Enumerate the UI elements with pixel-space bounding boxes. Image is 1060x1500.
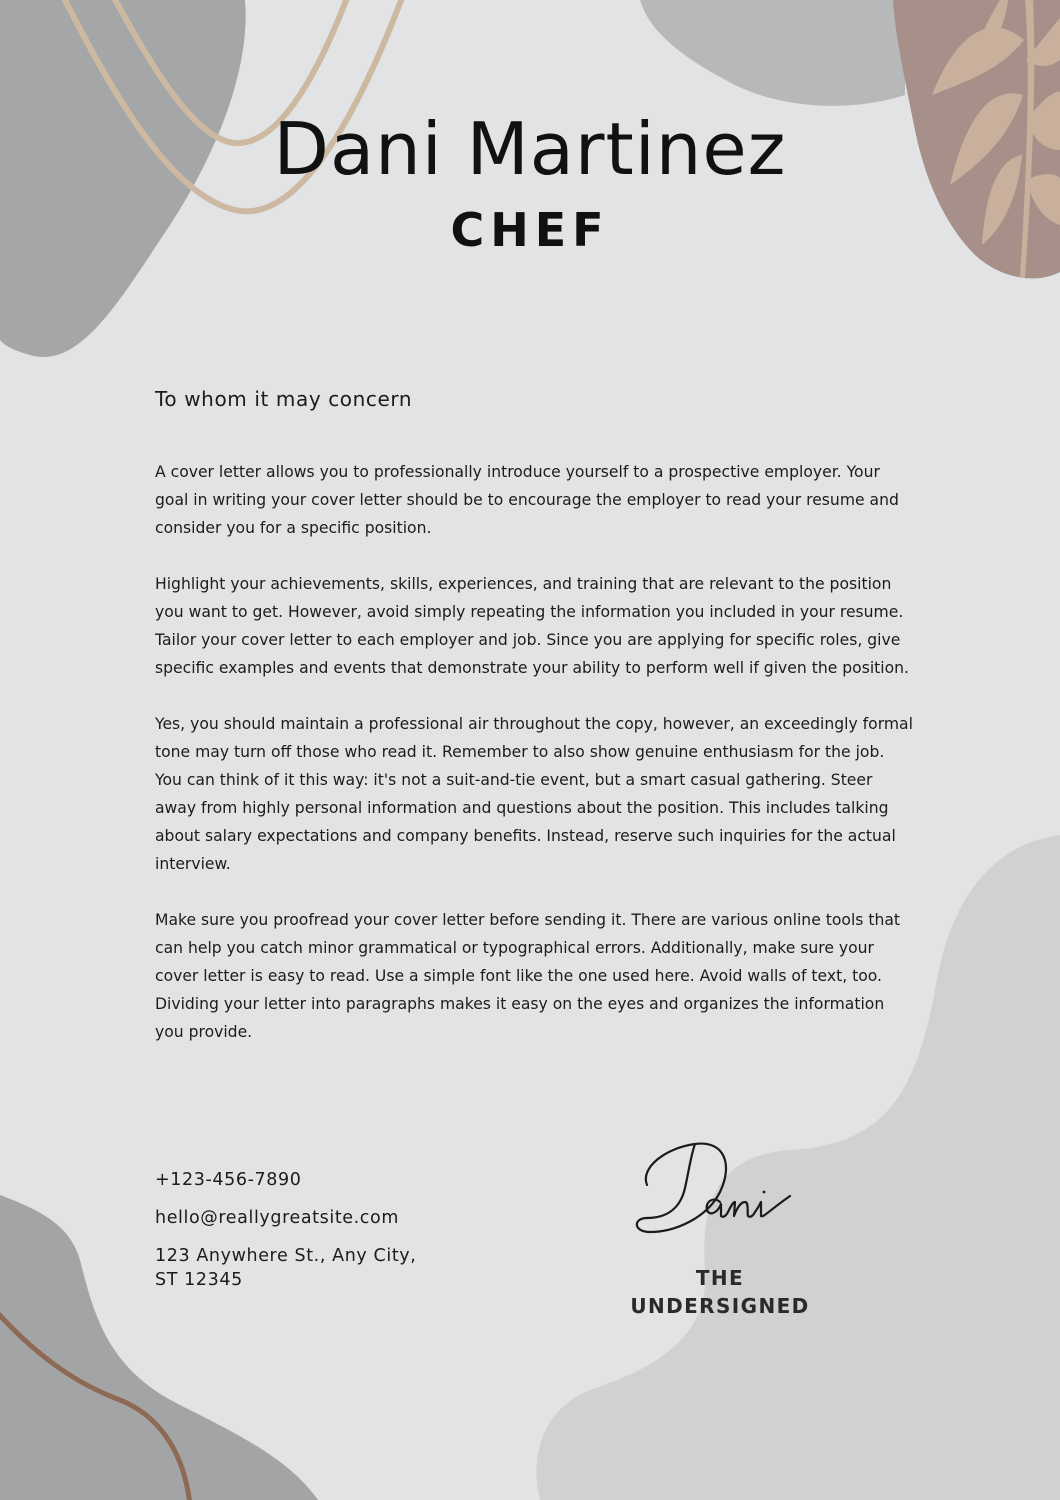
letter-paragraph-1: A cover letter allows you to professionally introduce yourself to a prospective employer. Your goal in writing your cover letter should be to encourage the employer to read your resume and consider you for a specific position. bbox=[155, 463, 899, 537]
letter-paragraph-3: Yes, you should maintain a professional air throughout the copy, however, an exceedingly formal tone may turn off those who read it. Remember to also show genuine enthusiasm for the job. You can think of it this way: it's not a suit-and-tie event, but a smart casual gathering. Steer away from highly personal information and questions about the position. This includes talking about salary expectations and company benefits. Instead, reserve such inquiries for the actual interview. bbox=[155, 715, 913, 873]
contact-address-line1: 123 Anywhere St., Any City, bbox=[155, 1246, 417, 1266]
letter-body bbox=[155, 458, 915, 1074]
contact-address-line2: ST 12345 bbox=[155, 1270, 243, 1290]
letter-paragraph-2: Highlight your achievements, skills, experiences, and training that are relevant to the position you want to get. However, avoid simply repeating the information you included in your resume. Tailor your cover letter to each employer and job. Since you are applying for specific roles, give specific examples and events that demonstrate your ability to perform well if given the position. bbox=[155, 575, 909, 677]
signature-image bbox=[625, 1130, 800, 1245]
letter-greeting: To whom it may concern bbox=[155, 387, 413, 411]
applicant-role: CHEF bbox=[450, 203, 610, 257]
contact-phone: +123-456-7890 bbox=[155, 1170, 302, 1190]
top-center-blob bbox=[640, 0, 905, 106]
signatory-label: THE UNDERSIGNED bbox=[630, 1266, 810, 1318]
bottom-left-blob bbox=[0, 1195, 318, 1500]
applicant-name: Dani Martinez bbox=[273, 107, 787, 191]
letter-paragraph-4: Make sure you proofread your cover letter before sending it. There are various online tools that can help you catch minor grammatical or typographical errors. Additionally, make sure your cover letter is easy to read. Use a simple font like the one used here. Avoid walls of text, too. Dividing your letter into paragraphs makes it easy on the eyes and organizes the information you provide. bbox=[155, 911, 901, 1041]
contact-email: hello@reallygreatsite.com bbox=[155, 1208, 399, 1228]
